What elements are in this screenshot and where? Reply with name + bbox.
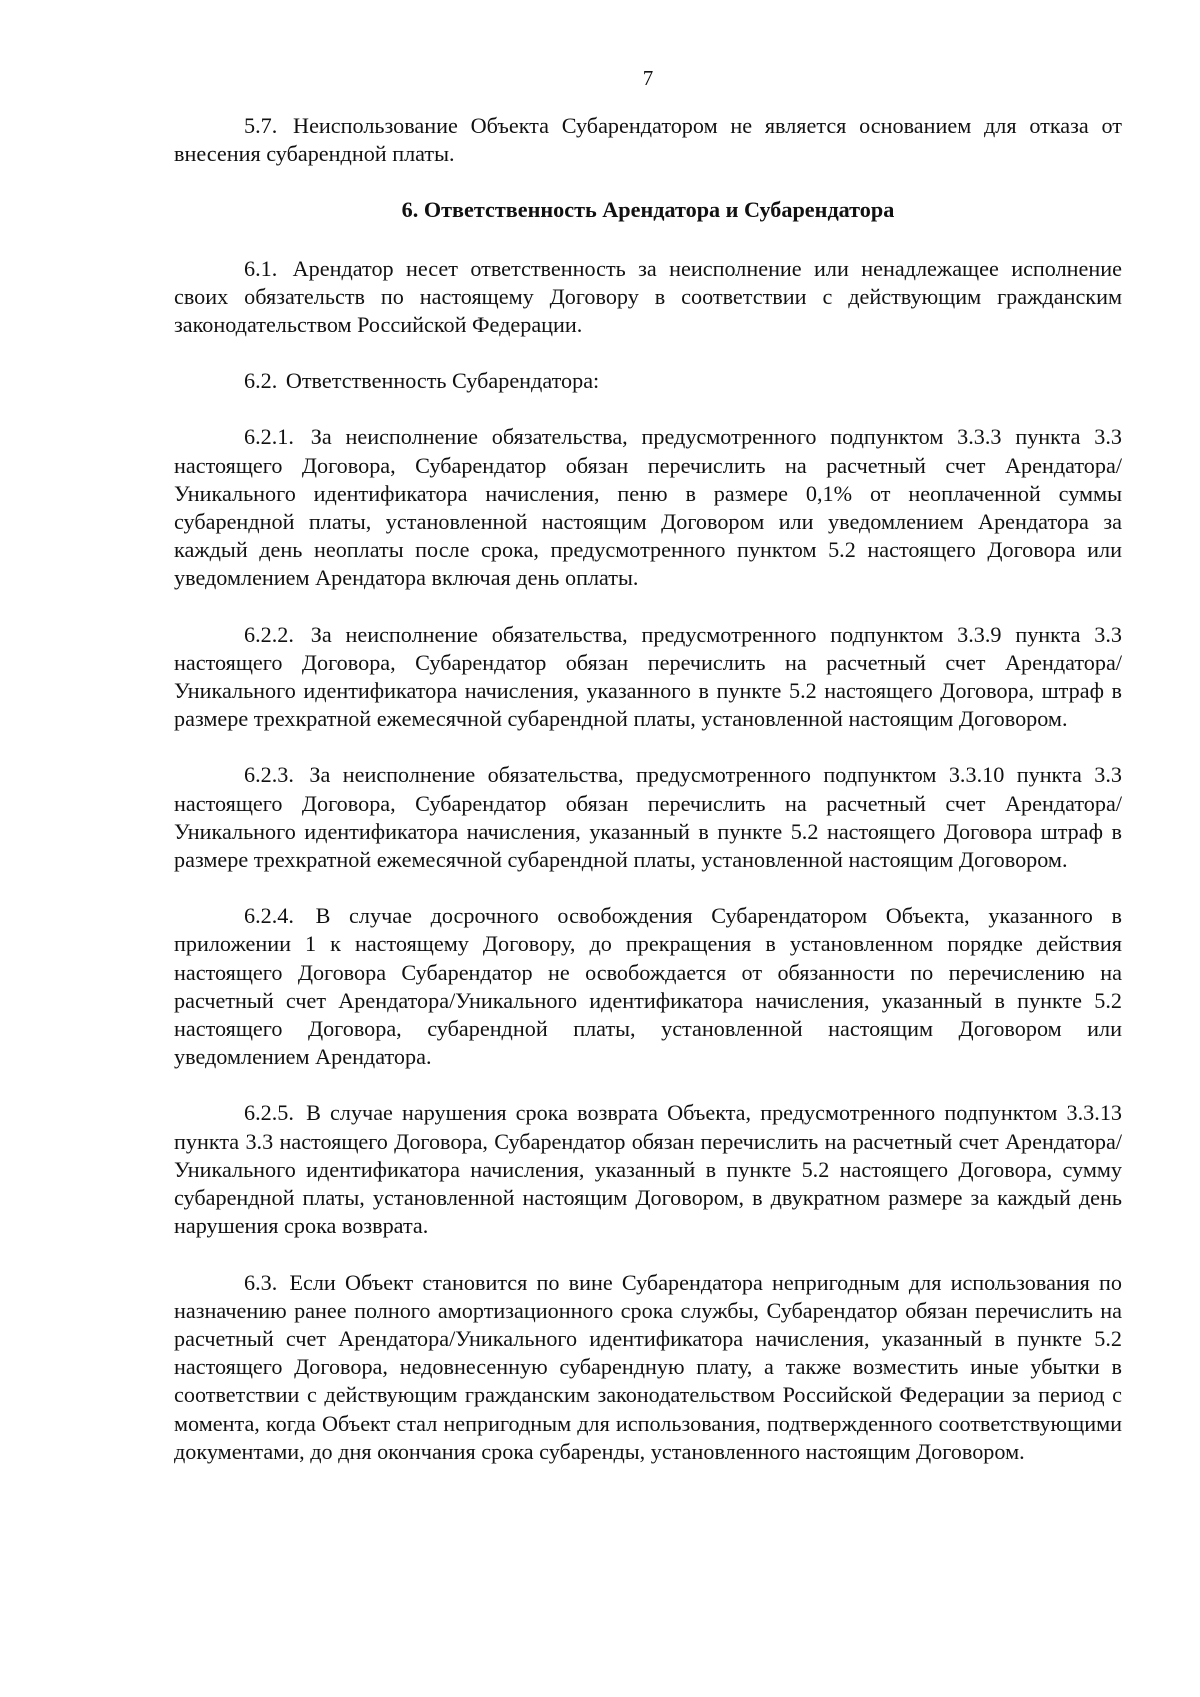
clause-text: За неисполнение обязательства, предусмотренного подпунктом 3.3.10 пункта 3.3 настоящего Договора, Субарендатор обязан перечислить на расчетный счет Арендатора/Уникального идентификатора начисления, указанный в пункте 5.2 настоящего Договора штраф в размере трехкратной ежемесячной субарендной платы, установленной настоящим Договором. bbox=[174, 762, 1123, 873]
clause-text: Арендатор несет ответственность за неисполнение или ненадлежащее исполнение своих обязательств по настоящему Договору в соответствии с действующим гражданским законодательством Российской Федерации. bbox=[174, 255, 1122, 338]
clause-6-2-4 bbox=[174, 902, 1122, 1071]
clause-6-3 bbox=[174, 1269, 1122, 1466]
clause-number: 5.7. bbox=[244, 113, 278, 138]
clause-number: 6.2.4. bbox=[244, 903, 294, 929]
clause-6-2-5 bbox=[174, 1099, 1122, 1240]
clause-6-1 bbox=[174, 255, 1122, 340]
clause-number: 6.3. bbox=[244, 1269, 278, 1295]
clause-6-2-2 bbox=[174, 621, 1122, 734]
clause-text: В случае нарушения срока возврата Объекта, предусмотренного подпунктом 3.3.13 пункта 3.3 настоящего Договора, Субарендатор обязан перечислить на расчетный счет Арендатора/Уникального идентификатора начисления, указанный в пункте 5.2 настоящего Договора, сумму субарендной платы, установленной настоящим Договором, в двукратном размере за каждый день нарушения срока возврата. bbox=[174, 1100, 1123, 1239]
clause-6-2-1 bbox=[174, 423, 1122, 592]
page-number: 7 bbox=[642, 66, 654, 90]
clause-text: Неиспользование Объекта Субарендатором не является основанием для отказа от внесения субарендной платы. bbox=[174, 113, 1122, 167]
clause-text: За неисполнение обязательства, предусмотренного подпунктом 3.3.9 пункта 3.3 настоящего Договора, Субарендатор обязан перечислить на расчетный счет Арендатора/ Уникального идентификатора начисления, указанного в пункте 5.2 настоящего Договора, штраф в размере трехкратной ежемесячной субарендной платы, установленной настоящим Договором. bbox=[174, 621, 1122, 732]
section-heading: 6. Ответственность Арендатора и Субарендатора bbox=[401, 197, 895, 223]
clause-5-7 bbox=[174, 112, 1122, 168]
clause-number: 6.1. bbox=[244, 255, 278, 281]
clause-6-2 bbox=[174, 367, 1122, 395]
clause-text: Если Объект становится по вине Субарендатора непригодным для использования по назначению ранее полного амортизационного срока службы, Субарендатор обязан перечислить на расчетный счет Арендатора/Уникального идентификатора начисления, указанный в пункте 5.2 настоящего Договора, недовнесенную субарендную плату, а также возместить иные убытки в соответствии с действующим гражданским законодательством Российской Федерации за период с момента, когда Объект стал непригодным для использования, подтвержденного соответствующими документами, до дня окончания срока субаренды, установленного настоящим Договором. bbox=[174, 1269, 1122, 1464]
clause-number: 6.2.5. bbox=[244, 1100, 294, 1126]
clause-text: За неисполнение обязательства, предусмотренного подпунктом 3.3.3 пункта 3.3 настоящего Договора, Субарендатор обязан перечислить на расчетный счет Арендатора/Уникального идентификатора начисления, пеню в размере 0,1% от неоплаченной суммы субарендной платы, установленной настоящим Договором или уведомлением Арендатора за каждый день неоплаты после срока, предусмотренного пунктом 5.2 настоящего Договора или уведомлением Арендатора включая день оплаты. bbox=[174, 424, 1122, 591]
clause-text: В случае досрочного освобождения Субарендатором Объекта, указанного в приложении 1 к настоящему Договору, до прекращения в установленном порядке действия настоящего Договора Субарендатор не освобождается от обязанности по перечислению на расчетный счет Арендатора/Уникального идентификатора начисления, указанный в пункте 5.2 настоящего Договора, субарендной платы, установленной настоящим Договором или уведомлением Арендатора. bbox=[174, 903, 1122, 1070]
clause-number: 6.2.1. bbox=[244, 424, 294, 450]
document-page bbox=[174, 64, 1122, 1494]
clause-6-2-3 bbox=[174, 761, 1122, 874]
clause-number: 6.2. bbox=[244, 368, 278, 394]
clause-number: 6.2.2. bbox=[244, 621, 294, 647]
clause-number: 6.2.3. bbox=[244, 762, 294, 788]
clause-text: Ответственность Субарендатора: bbox=[285, 368, 600, 394]
